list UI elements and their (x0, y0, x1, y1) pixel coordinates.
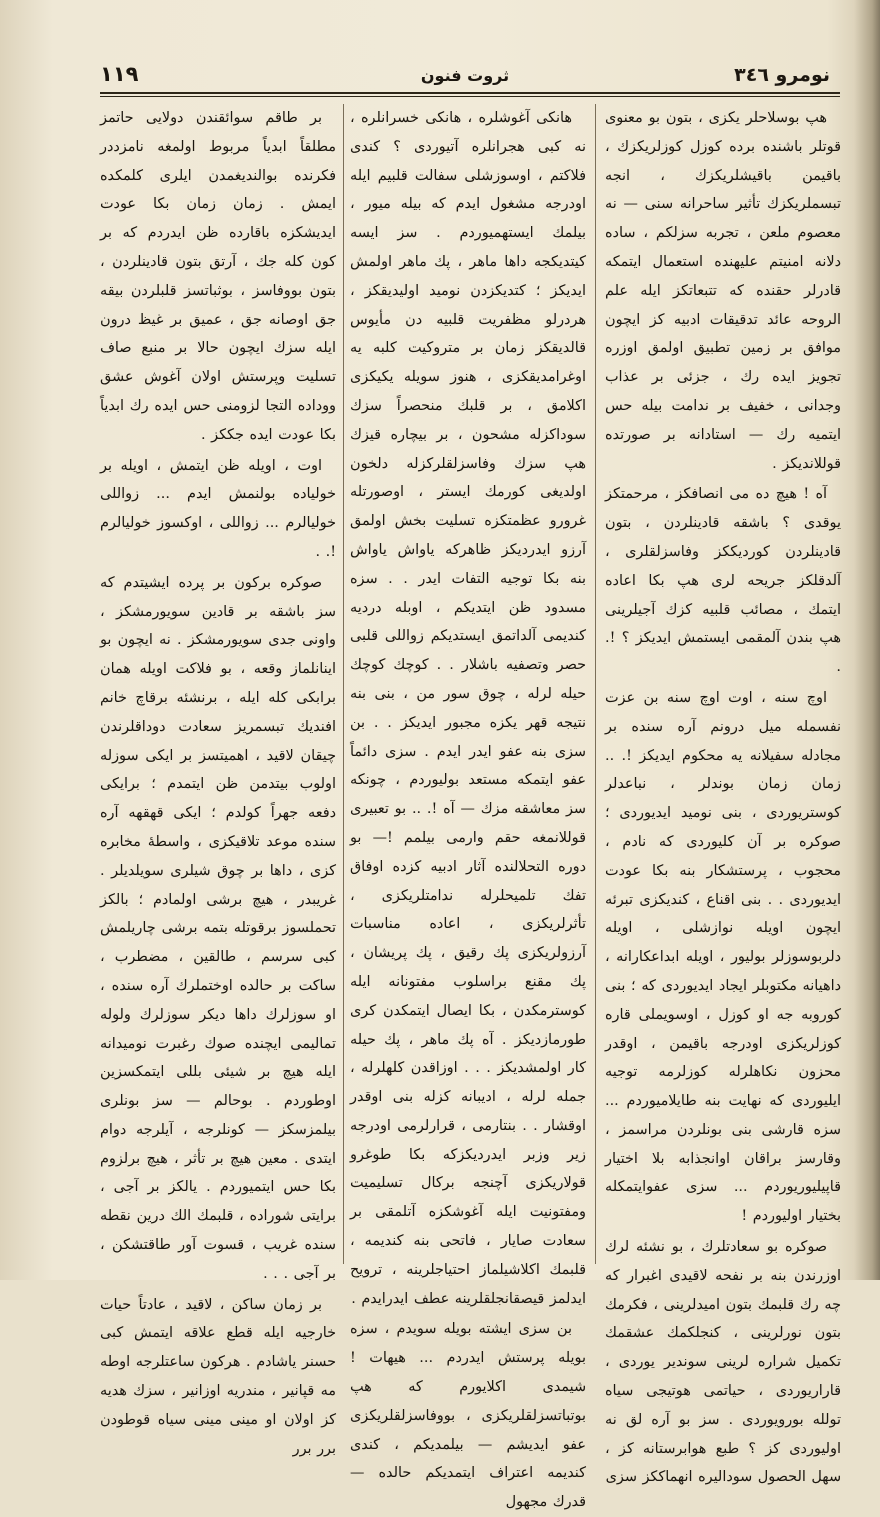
paragraph: اوچ سنه ، اوت اوچ سنه بن عزت نفسمله ميل درونم آره سنده بر مجادله سفيلانه يه محكوم ايديكز !. .. زمان زمان بوندلر ، نباعدلر كوستريوردى ، بنى نوميد ايديوردى ؛ صوكره بر آن كليوردى كه نادم ، محجوب ، پرستشكار بنه بكا عودت ايديوردى . . بنى اقناع ، كنديكزى تبرئه ايچون اويله نوازشلى ، اويله دلربوسوزلر بوليور ، اويله ابداعكارانه ، داهيانه مكتوبلر ايجاد ايديوردى كه ؛ بنى كوروبه جه او كوزل ، اوسويملى قاره كوزلريكزى اودرجه باقيمن ، اوقدر محزون نكاهلرله كوزلرمه توجيه ايليوردى كه نهايت بنه طايلاميوردم ... سزه قارشى بنى بونلردن مراسمز ، وقارسز براقان اوانجذابه بلا اختيار قاپيليوريوردم ... سزى عفوايتمكله بختيار اوليوردم ! (605, 689, 841, 1225)
paragraph: اوت ، اويله ظن ايتمش ، اويله بر خولياده بولنمش ايدم ... زواللى خوليالرم ... زواللى ، اوكسوز خوليالرم !. . (100, 457, 336, 560)
paragraph: هپ بوسلاحلر يكزى ، بتون بو معنوى قوتلر باشنده برده كوزل كوزلريكزك ، باقيمن باقيشلريكزك ، انجه تبسملريكزك تأثير ساحرانه سنى — نه معصوم ملعن ، تجربه سزلكم ، ساده دلانه امنيتم عليهنده استعمال ايتمكه قادرلر حقنده كه تتبعاتكز ايله علم الروحه عائد تدقيقات ادبيه كز ايچون موافق بر زمين تطبيق اولمق اوزره تجويز ايده رك ، جزئى بر عذاب وجدانى ، خفيف بر ندامت بيله حس ايتميه رك — استادانه بر صورتده قوللانديكز . (605, 110, 841, 472)
paragraph: بر زمان ساكن ، لاقيد ، عادتاً حيات خارجيه ايله قطع علاقه ايتمش كبى حسنر ياشادم . هركون ساعتلرجه اوطه مه قپانير ، مندريه اوزانير ، سزك هديه كز اولان او مينى مينى سياه قوطودن برر برر (100, 1296, 336, 1457)
paragraph: بن سزى ايشته بويله سويدم ، سزه بويله پرستش ايدردم ... هيهات ! شيمدى اكلايورم كه هپ بوتباتسزلقلريكزى ، بووفاسزلقلريكزى عفو ايديشم — بيلمديكم ، كندى كنديمه اعتراف ايتمديكم حالده — قدرك مجهول (350, 1321, 586, 1511)
header-rule (100, 92, 840, 94)
journal-title: ثروت فنون (420, 66, 510, 85)
column-divider (343, 104, 344, 1264)
text-column-left (100, 104, 336, 1457)
text-column-middle (350, 104, 586, 1511)
paragraph: صوكره بركون بر پرده ايشيتدم كه سز باشقه بر قادين سويورمشكز ، واونى جدى سويورمشكز . نه ايچون بو اينانلماز وقعه ، بو فلاكت اويله همان برابكى كله ايله ، برنشئه برقاچ خانم افنديك تبسمريز سعادت دوداقلرندن چيقان لاقيد ، اهميتسز بر ايكى سوزله اولوب بيتدمن ظن ايتمدم ؛ برايكى دفعه جهراً كولدم ؛ ايكى قهقهه آره سنده موعد تلاقيكزى ، واسطۀ مخابره كزى ، داها بر چوق شيلرى سويلديلر . غريبدر ، هيچ برشى اولمادم ؛ بالكز تحملسوز برقوتله بتمه برشى چاريلمش كبى سرسم ، طالقين ، مضطرب ، ساكت بر حالده اوختملرك آره سنده ، او سوزلرك داها ديكر سوزلرك ولوله تماليمى ايچنده صوك رغبرت نوميدانه ايله هيچ بر شيئى بللى ايتمكسزين اوطوردم . بوحالم — سز بونلرى بيلمزسكز — كونلرجه ، آيلرجه دوام ايتدى . معين هيچ بر تأثر ، هيچ برلزوم بكا حس ايتميوردم . يالكز بر آجى ، برايتى شوراده ، قلبمك الك درين نقطه سنده غريب ، قسوت آور طاقتشكن ، بر آجى . . . (100, 574, 336, 1282)
text-column-right (605, 104, 841, 1486)
paragraph: آه ! هيچ ده مى انصافكز ، مرحمتكز يوقدى ؟ باشقه قادينلردن ، بتون قادينلردن كورديككز وفاسزلقلرى ، آلدقلكز جريحه لرى هپ بكا اعاده ايتمك ، مصائب قلبيه كزك آجيلرينى هپ بندن آلمقمى ايستمش ايديكز ؟ !. . (605, 486, 841, 676)
paragraph: صوكره بو سعادتلرك ، بو نشئه لرك اوزرندن بنه بر نفحه لاقيدى اغبرار كه چه رك قلبمك بتون اميدلرينى ، فكرمك بتون نورلرينى ، كنجلكمك عشقمك تكميل شراره لرينى سوندير يوردى ، قاراريوردى ، حياتمى هوتيجى سياه تولله بورويوردى . سز بو آره لق نه اوليوردى كز ؟ طبع هوابرستانه كز ، سهل الحصول سوداليره انهماككز سزى (605, 1239, 841, 1486)
paragraph: هانكى آغوشلره ، هانكى خسرانلره ، نه كبى هجرانلره آتيوردى ؟ كندى فلاكتم ، اوسوزشلى سفالت قلبيم ايله اودرجه مشغول ايدم كه بيله ميور ، بيلمك ايستهميوردم . سز ايسه كيتديكجه داها ماهر ، پك ماهر اولمش ايديكز ؛ كتديكزدن نوميد اوليديقكز ، هردرلو مظفريت قلبيه دن مأيوس قالديقكز زمان بر متروكيت كلبه يه اوغرامديقكزى ، هنوز سويله يكيكزى اكلامق ، بر قلبك منحصراً سزك سوداكزله مشحون ، بر بيچاره قيزك هپ سزك وفاسزلقلركزله دلخون اولديغى كورمك ايستر ، اوصورتله غرورو عظمتكزه تسليت بخش اولمق آرزو ايدرديكز ظاهركه ياواش ياواش بنه بكا توجيه التفات ايدر . . سزه مسدود ظن ايتديكم ، اوبله درديه كنديمى آلداتمق ايستديكم زواللى قلبى حصر وتصفيه باشلار . . كوچك كوچك حيله لرله ، چوق سور من ، بنى بنه نتيجه قهر يكزه مجبور ايديكز . . بن سزى بنه عفو ايدر ايدم . سزى دائماً عفو ايتمكه مستعد بوليوردم ، چونكه سز معاشقه مزك — آه !. .. بو تعبيرى قوللانمغه حقم وارمى بيلمم !— بو دوره التحلالنده آثار ادبيه كزده اوفاق تفك تلميحلرله ندامتلريكزى ، تأثرلريكزى ، اعاده مناسبات آرزولريكزى پك رقيق ، پك پريشان ، پك مقنع براسلوب مفتونانه ايله كوسترمكدن ، بكا ايصال ايتمكدن كرى طورمازديكز . آه پك ماهر ، پك حيله كار اولمشديكز . . . اوزاقدن كلهلرله ، جمله لرله ، اديبانه كزله بنى اوقدر اوقشار . . بنتارمى ، قرارلرمى اودرجه زير وزبر ايدرديكزكه بكا طوغرو قولاريكزى آچنجه بركال تسليميت ومفتونيت ايله آغوشكزه آتلمقى بر سعادت صايار ، فاتحى بنه كنديمه ، قلبمك اكلاشيلماز احتياجلرينه ، ترويح ايدلمز قيصقانجلقلرينه عطف ايدرايدم . (350, 110, 586, 1307)
book-spine-shadow (854, 0, 880, 1280)
paragraph: بر طاقم سوائقندن دولايى حاتمز مطلقاً ابدياً مربوط اولمغه نامزددر فكرنده بوالنديغمدن ايلرى كلمكده ايمش . زمان زمان بكا عودت ايديشكزه باقارده ظن ايدردم كه بر كون كله جك ، آرتق بتون قادينلردن ، بتون بووفاسز ، بوثباتسز قلبلردن بيقه جق اوصانه جق ، عميق بر غيظ درون ايله سزك ايچون حالا بر منبع صاف تسليت وپرستش اولان آغوش عشق ووداده التجا لزومنى حس ايده رك ابدياً بكا عودت ايده جككز . (100, 110, 336, 443)
issue-number: نومرو ٣٤٦ (734, 64, 830, 86)
header-rule-thin (100, 96, 840, 97)
page-number: ١١٩ (100, 62, 139, 86)
column-divider (595, 104, 596, 1264)
